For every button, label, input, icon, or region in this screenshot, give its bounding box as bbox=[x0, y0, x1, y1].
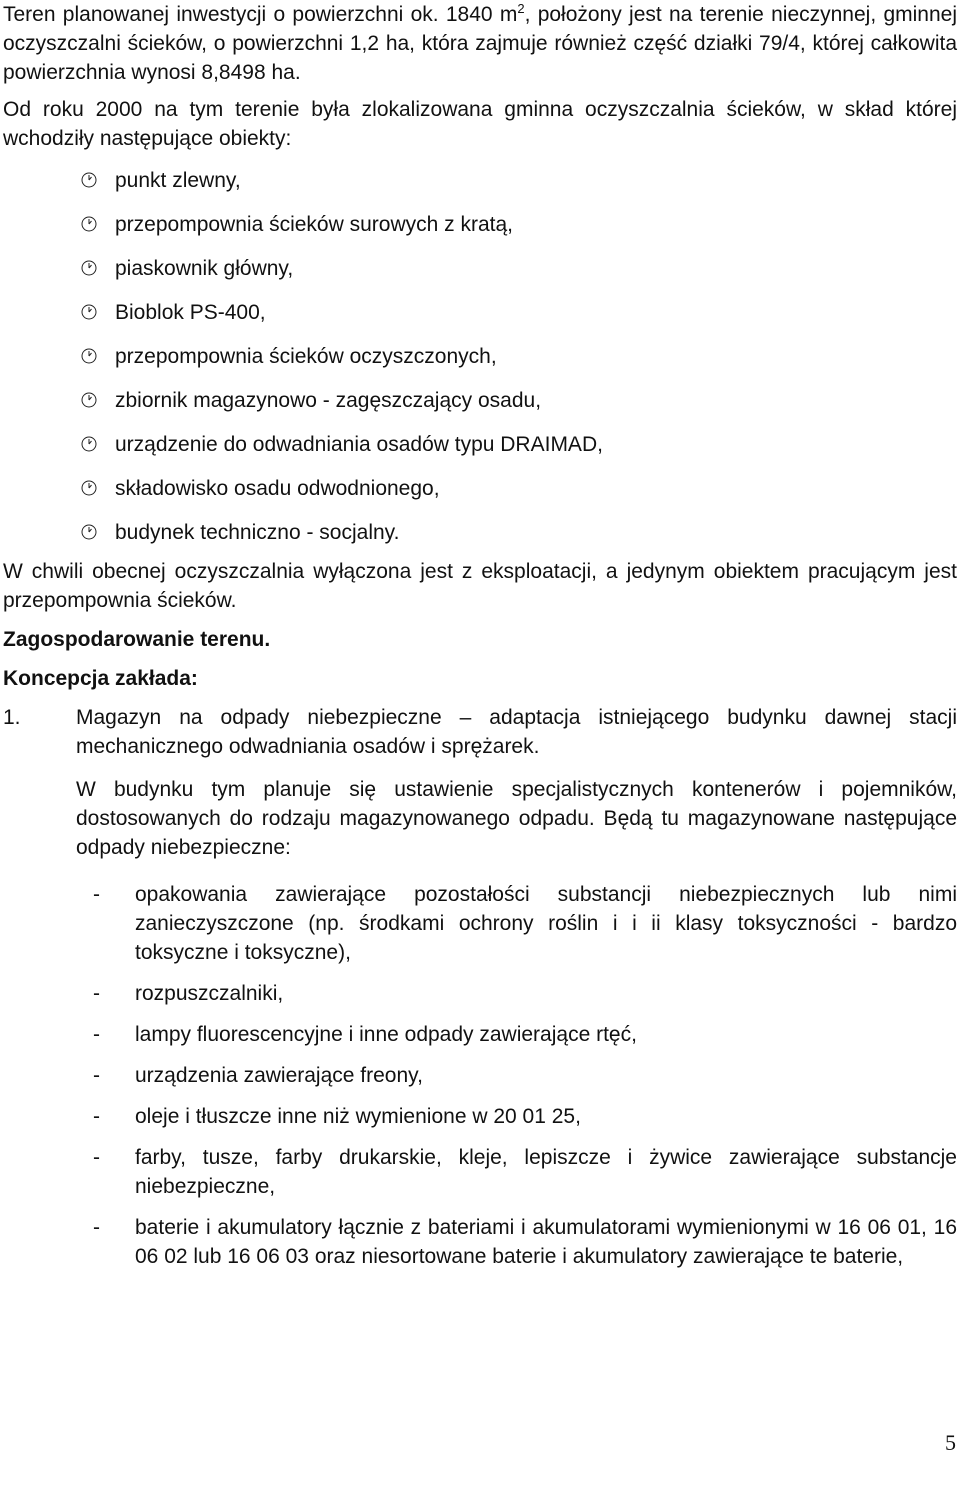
waste-list bbox=[3, 880, 957, 1271]
object-list-item bbox=[3, 255, 957, 299]
page-number: 5 bbox=[945, 1430, 956, 1455]
object-label: piaskownik główny, bbox=[115, 257, 294, 280]
object-list-item bbox=[3, 299, 957, 343]
object-label: składowisko osadu odwodnionego, bbox=[115, 477, 440, 500]
item-title: Magazyn na odpady niebezpieczne – adaptacja istniejącego budynku dawnej stacji mechanicznego odwadniania osadów i sprężarek. bbox=[76, 706, 957, 758]
object-list-item bbox=[3, 387, 957, 431]
waste-list-item bbox=[3, 1213, 957, 1271]
clock-icon bbox=[81, 436, 97, 452]
waste-list-item bbox=[3, 1020, 957, 1049]
intro-paragraph bbox=[3, 0, 957, 87]
document-page bbox=[3, 0, 957, 1283]
object-list-item bbox=[3, 475, 957, 519]
status-paragraph: W chwili obecnej oczyszczalnia wyłączona jest z eksploatacji, a jedynym obiektem pracującym jest przepompownia ścieków. bbox=[3, 560, 957, 612]
clock-icon bbox=[81, 260, 97, 276]
clock-icon bbox=[81, 524, 97, 540]
intro-text: Teren planowanej inwestycji o powierzchni ok. 1840 m bbox=[3, 3, 518, 26]
waste-label: farby, tusze, farby drukarskie, kleje, lepiszcze i żywice zawierające substancje niebezpieczne, bbox=[135, 1146, 957, 1198]
dash-marker: - bbox=[93, 982, 100, 1005]
numbered-item-1 bbox=[3, 703, 957, 862]
object-label: przepompownia ścieków oczyszczonych, bbox=[115, 345, 497, 368]
dash-marker: - bbox=[93, 1146, 100, 1169]
clock-icon bbox=[81, 216, 97, 232]
dash-marker: - bbox=[93, 883, 100, 906]
object-label: punkt zlewny, bbox=[115, 169, 241, 192]
object-label: zbiornik magazynowo - zagęszczający osadu, bbox=[115, 389, 542, 412]
object-label: budynek techniczno - socjalny. bbox=[115, 521, 400, 544]
object-list-item bbox=[3, 519, 957, 563]
waste-label: oleje i tłuszcze inne niż wymienione w 20 01 25, bbox=[135, 1105, 581, 1128]
clock-icon bbox=[81, 480, 97, 496]
history-paragraph: Od roku 2000 na tym terenie była zlokalizowana gminna oczyszczalnia ścieków, w skład której wchodziły następujące obiekty: bbox=[3, 98, 957, 150]
waste-list-item bbox=[3, 1143, 957, 1201]
superscript-two: 2 bbox=[517, 1, 525, 16]
object-list-item bbox=[3, 167, 957, 211]
concept-heading: Koncepcja zakłada: bbox=[3, 667, 198, 690]
waste-list-item bbox=[3, 880, 957, 967]
waste-label: baterie i akumulatory łącznie z bateriami i akumulatorami wymienionymi w 16 06 01, 16 06 02 lub 16 06 03 oraz niesortowane baterie i akumulatory zawierające te baterie, bbox=[135, 1216, 957, 1268]
object-label: urządzenie do odwadniania osadów typu DRAIMAD, bbox=[115, 433, 603, 456]
object-list-item bbox=[3, 211, 957, 255]
section-heading: Zagospodarowanie terenu. bbox=[3, 628, 271, 651]
item-number: 1. bbox=[3, 706, 21, 729]
waste-label: lampy fluorescencyjne i inne odpady zawierające rtęć, bbox=[135, 1023, 637, 1046]
clock-icon bbox=[81, 392, 97, 408]
clock-icon bbox=[81, 348, 97, 364]
dash-marker: - bbox=[93, 1064, 100, 1087]
dash-marker: - bbox=[93, 1023, 100, 1046]
clock-icon bbox=[81, 172, 97, 188]
intro-text-continued: , położony jest na terenie nieczynnej, gminnej oczyszczalni ścieków, o powierzchni 1,2 ha, która zajmuje również część działki 79/4, której całkowita powierzchnia wynosi 8,8498 ha. bbox=[3, 3, 957, 84]
object-label: Bioblok PS-400, bbox=[115, 301, 266, 324]
dash-marker: - bbox=[93, 1216, 100, 1239]
objects-list bbox=[3, 167, 957, 563]
waste-list-item bbox=[3, 1102, 957, 1131]
dash-marker: - bbox=[93, 1105, 100, 1128]
object-label: przepompownia ścieków surowych z kratą, bbox=[115, 213, 513, 236]
item-description: W budynku tym planuje się ustawienie specjalistycznych kontenerów i pojemników, dostosowanych do rodzaju magazynowanego odpadu. Będą tu magazynowane następujące odpady niebezpieczne: bbox=[76, 778, 957, 859]
waste-list-item bbox=[3, 979, 957, 1008]
waste-list-item bbox=[3, 1061, 957, 1090]
waste-label: rozpuszczalniki, bbox=[135, 982, 284, 1005]
waste-label: urządzenia zawierające freony, bbox=[135, 1064, 423, 1087]
clock-icon bbox=[81, 304, 97, 320]
object-list-item bbox=[3, 431, 957, 475]
object-list-item bbox=[3, 343, 957, 387]
waste-label: opakowania zawierające pozostałości substancji niebezpiecznych lub nimi zanieczyszczone (np. środkami ochrony roślin i i ii klasy toksyczności - bardzo toksyczne i toksyczne), bbox=[135, 883, 957, 964]
